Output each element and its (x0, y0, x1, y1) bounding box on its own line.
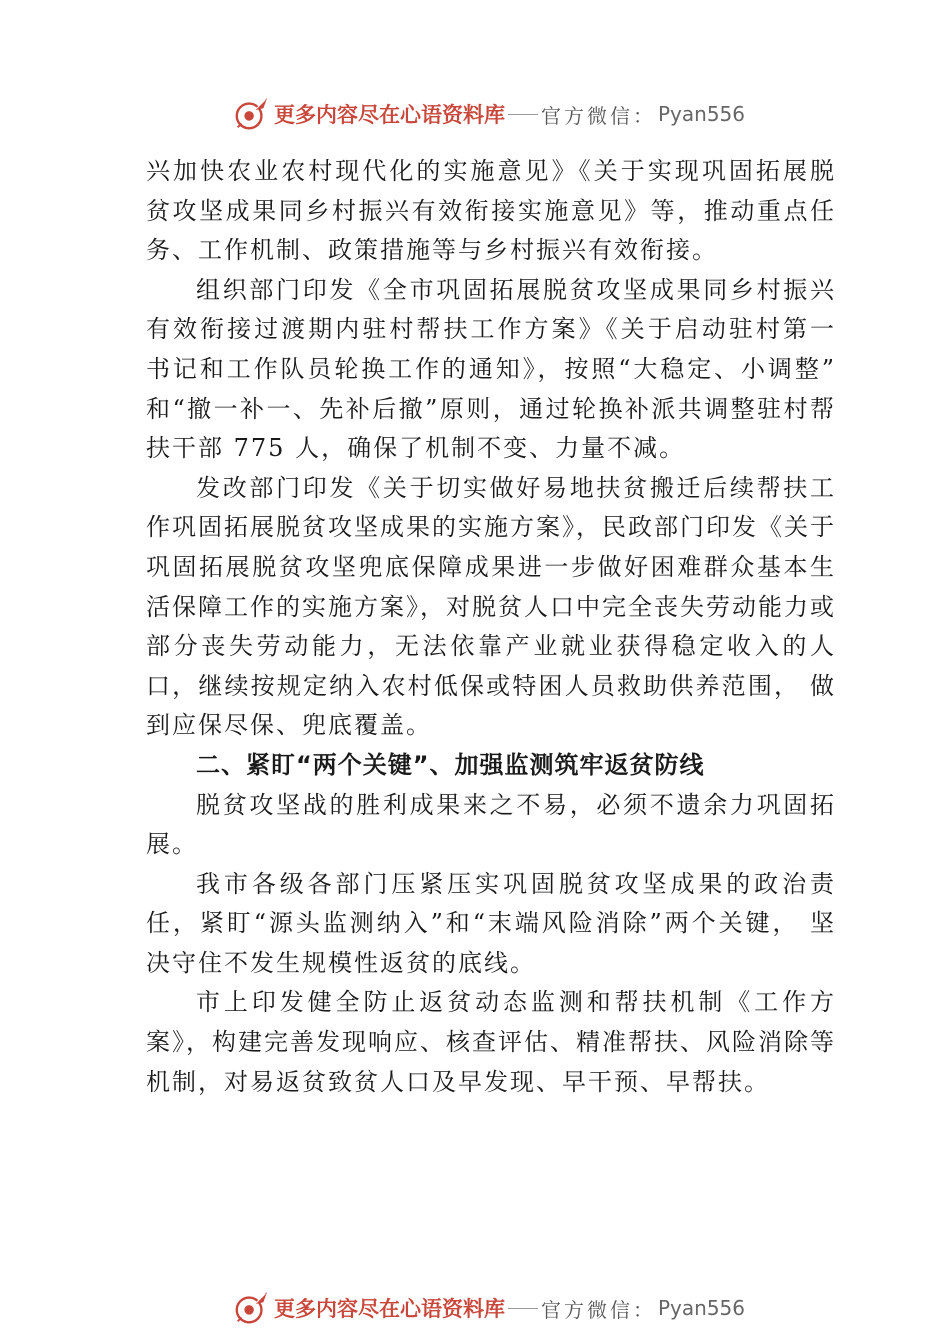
footer-brand-text: 更多内容尽在心语资料库 (274, 1296, 505, 1321)
paragraph-5: 我市各级各部门压紧压实巩固脱贫攻坚成果的政治责任，紧盯“源头监测纳入”和“末端风险消除”两个关键， 坚决守住不发生规模性返贫的底线。 (146, 869, 836, 977)
paragraph-4: 脱贫攻坚战的胜利成果来之不易，必须不遗余力巩固拓展。 (146, 790, 836, 859)
header-brand-text: 更多内容尽在心语资料库 (274, 102, 505, 127)
header-official-text: 官方微信： (541, 103, 656, 128)
paragraph-2: 组织部门印发《全市巩固拓展脱贫攻坚成果同乡村振兴有效衔接过渡期内驻村帮扶工作方案》《关于启动驻村第一 书记和工作队员轮换工作的通知》，按照“大稳定、小调整” 和“撤一补一、先补后撤”原则，通过轮换补派共调整驻村帮扶干部 775 人，确保了机制不变、力量不减。 (146, 275, 836, 463)
paragraph-1: 兴加快农业农村现代化的实施意见》《关于实现巩固拓展脱 贫攻坚成果同乡村振兴有效衔接实施意见》等，推动重点任务、工作机制、政策措施等与乡村振兴有效衔接。 (146, 157, 836, 265)
quill-seal-logo-icon (232, 1289, 270, 1327)
footer-wechat-id: Pyan556 (658, 1296, 746, 1320)
footer-official-text: 官方微信： (541, 1297, 656, 1322)
paragraph-3: 发改部门印发《关于切实做好易地扶贫搬迁后续帮扶工作巩固拓展脱贫攻坚成果的实施方案》，民政部门印发《关于巩固拓展脱贫攻坚兜底保障成果进一步做好困难群众基本生活保障工作的实施方案》，对脱贫人口中完全丧失劳动能力或部分丧失劳动能力，无法依靠产业就业获得稳定收入的人口，继续按规定纳入农村低保或特困人员救助供养范围， 做到应保尽保、兜底覆盖。 (146, 473, 836, 740)
footer-banner (232, 1288, 745, 1328)
footer-dash (508, 1308, 538, 1309)
header-wechat-id: Pyan556 (658, 102, 746, 126)
quill-seal-logo-icon (232, 95, 270, 133)
section-heading: 二、紧盯“两个关键”、加强监测筑牢返贫防线 (196, 750, 705, 779)
header-banner (232, 94, 745, 134)
paragraph-6: 市上印发健全防止返贫动态监测和帮扶机制《工作方案》，构建完善发现响应、核查评估、精准帮扶、风险消除等机制，对易返贫致贫人口及早发现、早干预、早帮扶。 (146, 988, 836, 1096)
document-body (146, 152, 836, 1102)
header-dash (508, 114, 538, 115)
